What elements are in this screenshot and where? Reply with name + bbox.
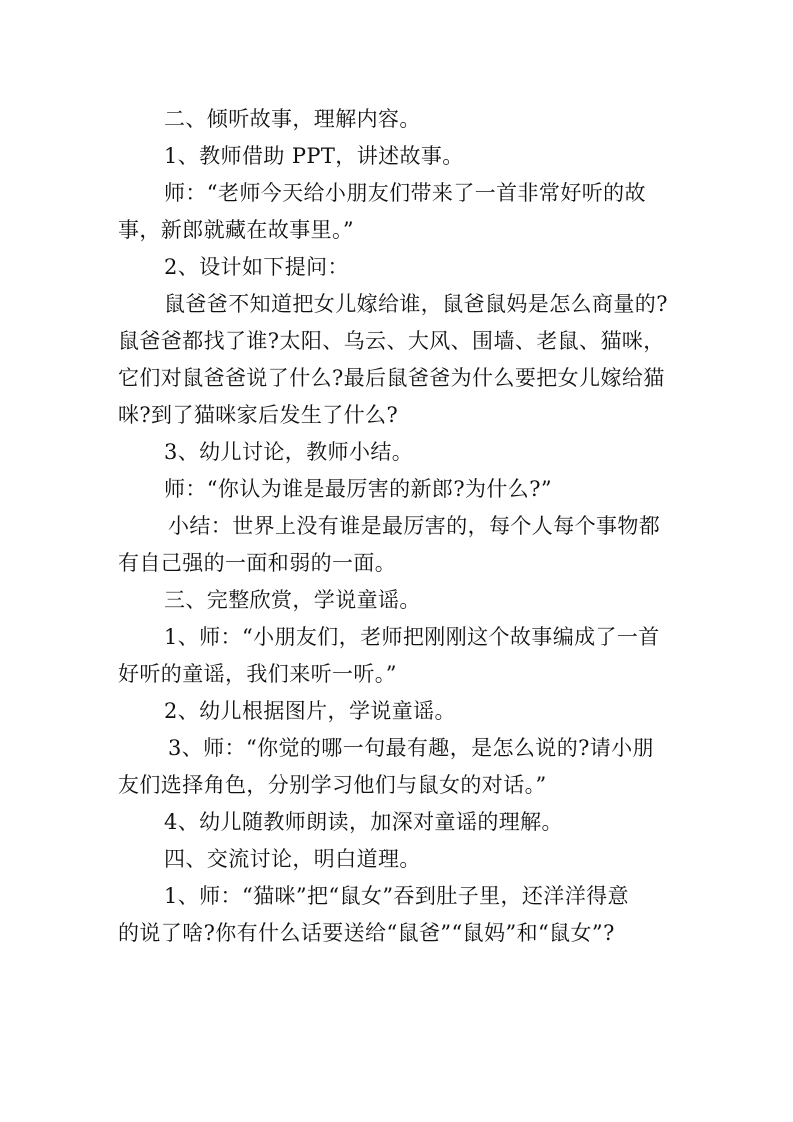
text-line: 1、师：“猫咪”把“鼠女”吞到肚子里，还洋洋得意 <box>164 884 629 908</box>
section-heading-four: 四、交流讨论，明白道理。 <box>164 847 421 871</box>
text-line: 1、教师借助 PPT，讲述故事。 <box>164 144 464 168</box>
text-line: 2、设计如下提问： <box>164 255 349 279</box>
text-line: 事，新郎就藏在故事里。” <box>118 218 355 242</box>
section-heading-three: 三、完整欣赏，学说童谣。 <box>164 588 421 612</box>
text-line: 的说了啥?你有什么话要送给“鼠爸”“鼠妈”和“鼠女”? <box>118 921 615 945</box>
text-line: 有自己强的一面和弱的一面。 <box>118 551 397 575</box>
text-line: 3、幼儿讨论，教师小结。 <box>164 440 414 464</box>
text-line: 3、师：“你觉的哪一句最有趣，是怎么说的?请小朋 <box>168 736 654 760</box>
text-line: 友们选择角色，分别学习他们与鼠女的对话。” <box>118 773 547 797</box>
text-line: 它们对鼠爸爸说了什么?最后鼠爸爸为什么要把女儿嫁给猫 <box>118 366 665 390</box>
text-line: 4、幼儿随教师朗读，加深对童谣的理解。 <box>164 810 563 834</box>
text-line: 2、幼儿根据图片，学说童谣。 <box>164 699 456 723</box>
text-line: 1、师：“小朋友们，老师把刚刚这个故事编成了一首 <box>164 625 660 649</box>
text-line: 师：“你认为谁是最厉害的新郎?为什么?” <box>164 477 552 501</box>
text-line: 师：“老师今天给小朋友们带来了一首非常好听的故 <box>164 181 646 205</box>
text-line: 小结：世界上没有谁是最厉害的，每个人每个事物都 <box>168 514 661 538</box>
text-line: 咪?到了猫咪家后发生了什么? <box>118 403 399 427</box>
text-line: 鼠爸爸都找了谁?太阳、乌云、大风、围墙、老鼠、猫咪， <box>118 329 665 353</box>
text-line: 鼠爸爸不知道把女儿嫁给谁，鼠爸鼠妈是怎么商量的? <box>164 292 668 316</box>
text-line: 好听的童谣，我们来听一听。” <box>118 662 397 686</box>
section-heading-two: 二、倾听故事，理解内容。 <box>164 107 421 131</box>
